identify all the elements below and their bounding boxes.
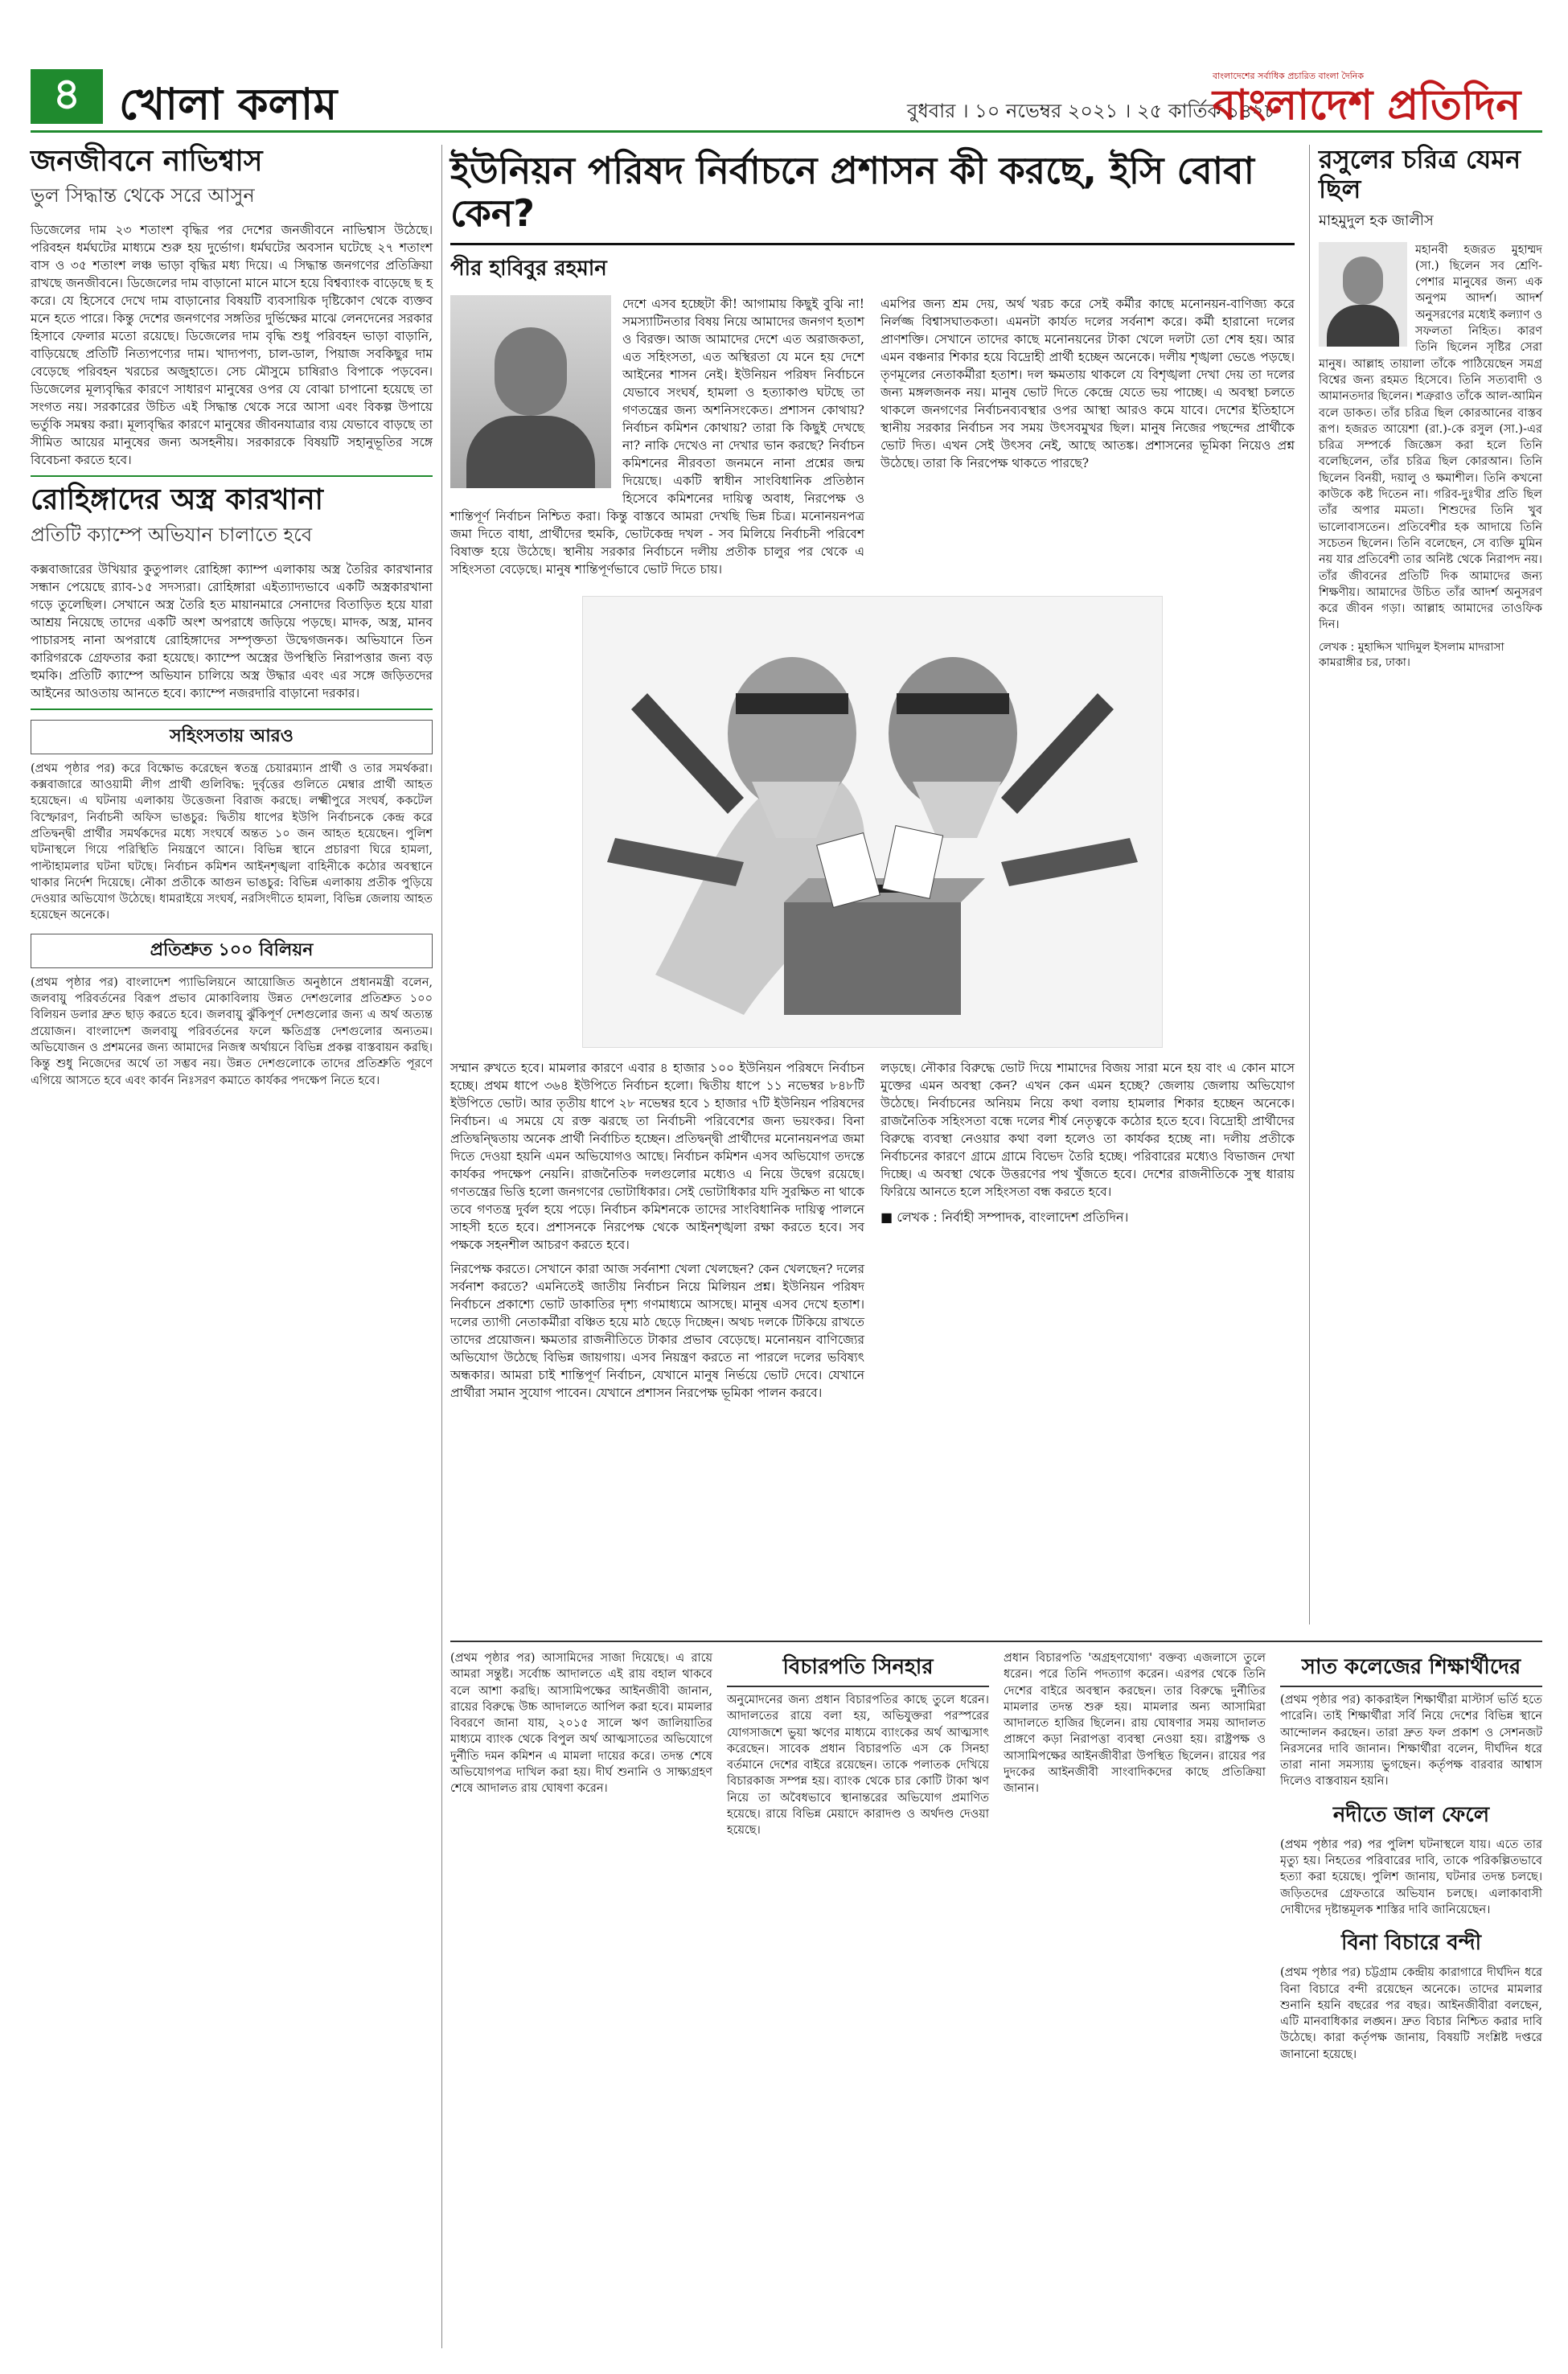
lead-col-3: সম্মান রুখতে হবে। মামলার কারণে এবার ৪ হাজার ১০০ ইউনিয়ন পরিষদে নির্বাচন হচ্ছে। প্রথম ধাপে ৩৬৪ ইউপিতে নির্বাচন হলো। দ্বিতীয় ধাপে ১১ নভেম্বর ৮৪৮টি ইউপিতে ভোট। আর তৃতীয় ধাপে ২৮ নভেম্বর হবে ১ হাজার ৭টি ইউনিয়ন পরিষদের নির্বাচন। এ সময়ে যে রক্ত ঝরছে তা নির্বাচনী পরিবেশের জন্য ভয়ংকর। বিনা প্রতিদ্বন্দ্বিতায় অনেক প্রার্থী নির্বাচিত হচ্ছেন। প্রতিদ্বন্দ্বী প্রার্থীদের মনোনয়নপত্র জমা দিতে দেওয়া হয়নি এমন অভিযোগও আছে। নির্বাচন কমিশন এসব অভিযোগ তদন্তে কার্যকর পদক্ষেপ নেয়নি। রাজনৈতিক দলগুলোর মধ্যেও এ নিয়ে উদ্বেগ রয়েছে। গণতন্ত্রের ভিত্তি হলো জনগণের ভোটাধিকার। সেই ভোটাধিকার যদি সুরক্ষিত না থাকে তবে গণতন্ত্র দুর্বল হয়ে পড়ে। নির্বাচন কমিশনকে তাদের সাংবিধানিক দায়িত্ব পালনে সাহসী হতে হবে। প্রশাসনকে নিরপেক্ষ থেকে আইনশৃঙ্খলা রক্ষা করতে হবে। সব পক্ষকে সহনশীল আচরণ করতে হবে। <box>450 1060 864 1252</box>
news-item-1 <box>31 720 433 924</box>
section-name: খোলা কলাম <box>119 79 338 129</box>
lead-col-2: এমপির জন্য শ্রম দেয়, অর্থ খরচ করে সেই কর্মীর কাছে মনোনয়ন-বাণিজ্য করে নির্লজ্জ বিশ্বাসঘাতকতা। এমনটা কার্যত দলের সর্বনাশ করে। কর্মী হারানো দলের প্রাণশক্তি। সেখানে তাদের কাছে মনোনয়নের টাকা খেলে দলটা তো শেষ হয়। আর এমন বঞ্চনার শিকার হয়ে বিদ্রোহী প্রার্থী হচ্ছেন অনেকে। দলীয় শৃঙ্খলা ভেঙে পড়ছে। তৃণমূলের নেতাকর্মীরা হতাশ। দল ক্ষমতায় থাকলে যে বিশৃঙ্খলা দেখা দেয় তা দলের জন্য মঙ্গলজনক নয়। মানুষ ভোট দিতে কেন্দ্রে যেতে ভয় পাচ্ছে। এ অবস্থা চলতে থাকলে জনগণের নির্বাচনব্যবস্থার ওপর আস্থা আরও কমে যাবে। দেশের ইতিহাসে স্থানীয় সরকার নির্বাচন সব সময় উৎসবমুখর ছিল। মানুষ নিজের পছন্দের প্রার্থীকে ভোট দিত। এখন সেই উৎসব নেই, আছে আতঙ্ক। প্রশাসনের ভূমিকা নিয়েও প্রশ্ন উঠেছে। তারা কি নিরপেক্ষ থাকতে পারছে? <box>880 296 1295 470</box>
bottom-section <box>450 1641 1542 2069</box>
bottom-col-3-body: প্রধান বিচারপতি 'অগ্রহণযোগ্য' বক্তব্য এজলাসে তুলে ধরেন। পরে তিনি পদত্যাগ করেন। এরপর থেকে তিনি দেশের বাইরে অবস্থান করছেন। তার বিরুদ্ধে দুর্নীতির মামলার তদন্ত শুরু হয়। মামলার অন্য আসামিরা আদালতে হাজির ছিলেন। রায় ঘোষণার সময় আদালত প্রাঙ্গণে কড়া নিরাপত্তা ব্যবস্থা নেওয়া হয়। রাষ্ট্রপক্ষ ও আসামিপক্ষের আইনজীবীরা উপস্থিত ছিলেন। রায়ের পর দুদকের আইনজীবী সাংবাদিকদের কাছে প্রতিক্রিয়া জানান। <box>1004 1652 1266 1796</box>
news-body: (প্রথম পৃষ্ঠার পর) বাংলাদেশ প্যাভিলিয়নে আয়োজিত অনুষ্ঠানে প্রধানমন্ত্রী বলেন, জলবায়ু পরিবর্তনের বিরূপ প্রভাব মোকাবিলায় উন্নত দেশগুলোর প্রতিশ্রুত ১০০ বিলিয়ন ডলার দ্রুত ছাড় করতে হবে। জলবায়ু ঝুঁকিপূর্ণ দেশগুলোর জন্য এ অর্থ অত্যন্ত প্রয়োজন। বাংলাদেশ জলবায়ু পরিবর্তনের ফলে ক্ষতিগ্রস্ত দেশগুলোর অন্যতম। অভিযোজন ও প্রশমনের জন্য আমাদের নিজস্ব অর্থায়নে বিভিন্ন প্রকল্প বাস্তবায়ন করছি। কিন্তু শুধু নিজেদের অর্থে তা সম্ভব নয়। উন্নত দেশগুলোকে তাদের প্রতিশ্রুতি পূরণে এগিয়ে আসতে হবে এবং কার্বন নিঃসরণ কমাতে কার্যকর পদক্ষেপ নিতে হবে। <box>31 975 433 1087</box>
editorial-subtitle: ভুল সিদ্ধান্ত থেকে সরে আসুন <box>31 184 255 207</box>
author-photo <box>450 295 611 488</box>
editorial-2 <box>31 483 433 701</box>
religion-article-sign: লেখক : মুহাদ্দিস খাদিমুল ইসলাম মাদরাসা কামরাঙ্গীর চর, ঢাকা। <box>1319 640 1504 670</box>
bottom-col-4-title-1: সাত কলেজের শিক্ষার্থীদের <box>1280 1650 1542 1687</box>
column-divider <box>1309 145 1310 1624</box>
lead-byline: পীর হাবিবুর রহমান <box>450 256 607 281</box>
bottom-col-4-title-3: বিনা বিচারে বন্দী <box>1340 1931 1482 1956</box>
bottom-col-4 <box>1280 1650 1542 2069</box>
bottom-rule <box>450 1641 1542 1642</box>
religion-author-torso-shape <box>1327 305 1399 347</box>
bottom-col-4-body-1: (প্রথম পৃষ্ঠার পর) কাকরাইল শিক্ষার্থীরা মাস্টার্স ভর্তি হতে পারেনি। তাই শিক্ষার্থীরা সর্বি নিয়ে দেশের বিভিন্ন স্থানে আন্দোলন করছেন। তারা দ্রুত ফল প্রকাশ ও সেশনজট নিরসনের দাবি জানান। শিক্ষার্থীরা বলেন, দীর্ঘদিন ধরে তারা নানা সমস্যায় ভুগছেন। কর্তৃপক্ষ বারবার আশ্বাস দিলেও বাস্তবায়ন হয়নি। <box>1280 1694 1543 1789</box>
editorial-body: ডিজেলের দাম ২৩ শতাংশ বৃদ্ধির পর দেশের জনজীবনে নাভিশ্বাস উঠেছে। পরিবহন ধর্মঘটের মাধ্যমে শুরু হয় দুর্ভোগ। ধর্মঘটের অবসান ঘটেছে ২৭ শতাংশ বাস ও ৩৫ শতাংশ লঞ্চ ভাড়া বৃদ্ধির মধ্য দিয়ে। এ সিদ্ধান্ত জনগণের প্রতিক্রিয়া রাখছে জনজীবনে। ডিজেলের দাম বাড়ানো মানে মাসে হয়ে বিশ্বব্যাংক বাড়েছে ছ হ করে। যে হিসেবে দেখে দাম বাড়ানোর বিষয়টি ব্যবসায়িক দৃষ্টিকোণ থেকে ব্যক্তব মনে হতে পারে। কিন্তু দেশের জনগণের সঙ্গতির দুর্ভিক্ষের মাঝে লেনদেনের সরকার হিসাবে ফেলার মতো রয়েছে। ডিজেলের দাম বৃদ্ধি শুধু পরিবহন ভাড়া বাড়ানি, বাড়িয়েছে প্রতিটি নিত্যপণ্যের দাম। খাদ্যপণ্য, চাল-ডাল, পিয়াজ সবকিছুর দাম বেড়েছে পরিবহন খরচের অজুহাতে। সেচ মৌসুমে চাষিরাও বিপাকে পড়বেন। ডিজেলের মূল্যবৃদ্ধির কারণে সাধারণ মানুষের ওপর যে বোঝা চাপানো হয়েছে তা সংগত নয়। সরকারের উচিত এই সিদ্ধান্ত থেকে সরে আসা এবং বিকল্প উপায়ে ভর্তুকি সমন্বয় করা। মূল্যবৃদ্ধির কারণে মানুষের জীবনযাত্রার ব্যয় যেভাবে বাড়ছে তা সীমিত আয়ের মানুষের জন্য অসহনীয়। সরকারকে বিষয়টি সহানুভূতির সঙ্গে বিবেচনা করতে হবে। <box>31 223 433 468</box>
column-divider <box>441 145 442 2348</box>
bottom-col-4-title-2: নদীতে জাল ফেলে <box>1332 1802 1490 1827</box>
election-illustration <box>582 596 1163 1048</box>
bottom-grid <box>450 1650 1542 2069</box>
religion-author-face-shape <box>1343 257 1383 305</box>
page-number: ৪ <box>31 69 103 124</box>
bottom-col-4-body-2: (প্রথম পৃষ্ঠার পর) পর পুলিশ ঘটনাস্থলে যায়। এতে তার মৃত্যু হয়। নিহতের পরিবারের দাবি, তাকে পরিকল্পিতভাবে হত্যা করা হয়েছে। পুলিশ জানায়, ঘটনার তদন্ত চলছে। জড়িতদের গ্রেফতারে অভিযান চলছে। এলাকাবাসী দোষীদের দৃষ্টান্তমূলক শাস্তির দাবি জানিয়েছেন। <box>1280 1838 1542 1916</box>
lead-headline: ইউনিয়ন পরিষদ নির্বাচনে প্রশাসন কী করছে, ইসি বোবা কেন? <box>450 145 1295 245</box>
divider <box>31 475 433 477</box>
news-title: সহিংসতায় আরও <box>31 720 433 754</box>
news-title: প্রতিশ্রুত ১০০ বিলিয়ন <box>31 934 433 968</box>
lead-article <box>450 145 1295 1408</box>
lead-col-5: লড়ছে। নৌকার বিরুদ্ধে ভোট দিয়ে শামাদের বিজয় সারা মনে হয় বাং এ কোন মাসে মুক্তের এমন অবস্থা কেন? এখন কেন এমন হচ্ছে? জেলায় জেলায় অভিযোগ উঠেছে। নির্বাচনের অনিয়ম নিয়ে কথা বলায় হামলার শিকার হচ্ছেন অনেকে। রাজনৈতিক সহিংসতা বন্ধে দলের শীর্ষ নেতৃত্বকে কঠোর হতে হবে। বিদ্রোহী প্রার্থীদের বিরুদ্ধে ব্যবস্থা নেওয়ার কথা বলা হলেও তা কার্যকর হচ্ছে না। দলীয় প্রতীকে নির্বাচনের কারণে গ্রামে গ্রামে বিভেদ তৈরি হচ্ছে। পরিবারের মধ্যেও বিভাজন দেখা দিচ্ছে। এ অবস্থা থেকে উত্তরণের পথ খুঁজতে হবে। দেশের রাজনীতিকে সুস্থ ধারায় ফিরিয়ে আনতে হলে সহিংসতা বন্ধ করতে হবে। <box>880 1060 1295 1199</box>
ballot-box-illustration <box>583 597 1162 1047</box>
date-line: বুধবার । ১০ নভেম্বর ২০২১ । ২৫ কার্তিক ১৪২৮ <box>907 100 1278 122</box>
bottom-col-1 <box>450 1650 712 2069</box>
bottom-col-2 <box>727 1650 989 2069</box>
bottom-col-2-body: অনুমোদনের জন্য প্রধান বিচারপতির কাছে তুলে ধরেন। আদালতের রায়ে বলা হয়, অভিযুক্তরা পরস্পরের যোগসাজশে ভুয়া ঋণের মাধ্যমে ব্যাংকের অর্থ আত্মসাৎ করেছেন। সাবেক প্রধান বিচারপতি এস কে সিনহা বর্তমানে দেশের বাইরে রয়েছেন। তাকে পলাতক দেখিয়ে বিচারকাজ সম্পন্ন হয়। ব্যাংক থেকে চার কোটি টাকা ঋণ নিয়ে তা অবৈধভাবে স্থানান্তরের অভিযোগ প্রমাণিত হয়েছে। রায়ে বিভিন্ন মেয়াদে কারাদণ্ড ও অর্থদণ্ড দেওয়া হয়েছে। <box>727 1694 989 1838</box>
news-item-2 <box>31 934 433 1089</box>
lead-author-note: ■ লেখক : নির্বাহী সম্পাদক, বাংলাদেশ প্রতিদিন। <box>880 1209 1129 1225</box>
religion-article-body: মহানবী হজরত মুহাম্মদ (সা.) ছিলেন সব শ্রেণি-পেশার মানুষের জন্য এক অনুপম আদর্শ। আদর্শ অনুসরণের মধ্যেই কল্যাণ ও সফলতা নিহিত। কারণ তিনি ছিলেন সৃষ্টির সেরা মানুষ। আল্লাহ তায়ালা তাঁকে পাঠিয়েছেন সমগ্র বিশ্বের জন্য রহমত হিসেবে। তিনি সত্যবাদী ও আমানতদার ছিলেন। শত্রুরাও তাঁকে আল-আমিন বলে ডাকত। তাঁর চরিত্র ছিল কোরআনের বাস্তব রূপ। হজরত আয়েশা (রা.)-কে রসুল (সা.)-এর চরিত্র সম্পর্কে জিজ্ঞেস করা হলে তিনি বলেছিলেন, তাঁর চরিত্র ছিল কোরআন। তিনি ছিলেন বিনয়ী, দয়ালু ও ক্ষমাশীল। তিনি কখনো কাউকে কষ্ট দিতেন না। গরিব-দুঃখীর প্রতি ছিল তাঁর অপার মমতা। শিশুদের তিনি খুব ভালোবাসতেন। প্রতিবেশীর হক আদায়ে তিনি সচেতন ছিলেন। তিনি বলেছেন, সে ব্যক্তি মুমিন নয় যার প্রতিবেশী তার অনিষ্ট থেকে নিরাপদ নয়। তাঁর জীবনের প্রতিটি দিক আমাদের জন্য শিক্ষণীয়। আমাদের উচিত তাঁর আদর্শ অনুসরণ করে জীবন গড়া। আল্লাহ আমাদের তাওফিক দিন। <box>1319 243 1542 632</box>
editorial-title: রোহিঙ্গাদের অস্ত্র কারখানা <box>31 483 323 517</box>
masthead-tagline: বাংলাদেশের সর্বাধিক প্রচারিত বাংলা দৈনিক <box>1213 71 1365 81</box>
news-body: (প্রথম পৃষ্ঠার পর) করে বিক্ষোভ করেছেন স্বতন্ত্র চেয়ারম্যান প্রার্থী ও তার সমর্থকরা। কক্সবাজারে আওয়ামী লীগ প্রার্থী গুলিবিদ্ধ: দুর্বৃত্তের গুলিতে মেম্বার প্রার্থী আহত হয়েছেন। এ ঘটনায় এলাকায় উত্তেজনা বিরাজ করছে। লক্ষ্মীপুরে সংঘর্ষ, ককটেল বিস্ফোরণ, নির্বাচনী অফিস ভাঙচুর: দ্বিতীয় ধাপের ইউপি নির্বাচনকে কেন্দ্র করে প্রতিদ্বন্দ্বী প্রার্থীর সমর্থকদের মধ্যে সংঘর্ষে অন্তত ১০ জন আহত হয়েছেন। পুলিশ ঘটনাস্থলে গিয়ে পরিস্থিতি নিয়ন্ত্রণে আনে। বিভিন্ন স্থানে প্রচারণা ঘিরে হামলা, পাল্টাহামলার ঘটনা ঘটছে। নির্বাচন কমিশন আইনশৃঙ্খলা বাহিনীকে কঠোর অবস্থানে থাকার নির্দেশ দিয়েছে। নৌকা প্রতীকে আগুন ভাঙচুর: বিভিন্ন এলাকায় প্রতীক পুড়িয়ে দেওয়ার অভিযোগ উঠেছে। ধামরাইয়ে সংঘর্ষ, নরসিংদীতে হামলা, বিভিন্ন জেলায় আহত হয়েছেন অনেকে। <box>31 762 433 922</box>
lead-body-top <box>450 295 1295 585</box>
left-column <box>31 145 433 1095</box>
masthead-logo: বাংলাদেশ প্রতিদিন <box>1213 81 1521 129</box>
author-face-shape <box>495 327 567 416</box>
page-header <box>31 69 1542 133</box>
bottom-col-3 <box>1004 1650 1266 2069</box>
masthead <box>1213 69 1542 127</box>
author-torso-shape <box>466 416 595 488</box>
religion-author-photo <box>1319 242 1407 347</box>
lead-body-bottom <box>450 1059 1295 1408</box>
bottom-col-2-title: বিচারপতি সিনহার <box>727 1650 989 1687</box>
divider <box>31 709 433 710</box>
religion-article-title: রসুলের চরিত্র যেমন ছিল <box>1319 144 1521 204</box>
editorial-1 <box>31 145 433 469</box>
lead-col-1: দেশে এসব হচ্ছেটা কী! আগামায় কিছুই বুঝি না! সমস্যাটিনতার বিষয় নিয়ে আমাদের জনগণ হতাশ ও বিরক্ত। আজ আমাদের দেশে এত অরাজকতা, এত সহিংসতা, এত অস্থিরতা যে মনে হয় দেশে আইনের শাসন নেই। ইউনিয়ন পরিষদ নির্বাচনে যেভাবে সংঘর্ষ, হামলা ও হত্যাকাণ্ড ঘটছে তা গণতন্ত্রের জন্য অশনিসংকেত। প্রশাসন কোথায়? নির্বাচন কমিশন কোথায়? তারা কি কিছুই দেখছে না? নাকি দেখেও না দেখার ভান করছে? নির্বাচন কমিশনের নীরবতা জনমনে নানা প্রশ্নের জন্ম দিয়েছে। একটি স্বাধীন সাংবিধানিক প্রতিষ্ঠান হিসেবে কমিশনের দায়িত্ব অবাধ, নিরপেক্ষ ও শান্তিপূর্ণ নির্বাচন নিশ্চিত করা। কিন্তু বাস্তবে আমরা দেখছি ভিন্ন চিত্র। মনোনয়নপত্র জমা দিতে বাধা, প্রার্থীদের হুমকি, ভোটকেন্দ্র দখল - সব মিলিয়ে নির্বাচনী পরিবেশ বিষাক্ত হয়ে উঠেছে। স্থানীয় সরকার নির্বাচনে দলীয় প্রতীক চালুর পর থেকে এ সহিংসতা বেড়েছে। মানুষ শান্তিপূর্ণভাবে ভোট দিতে চায়। <box>450 296 864 577</box>
editorial-body: কক্সবাজারের উখিয়ার কুতুপালং রোহিঙ্গা ক্যাম্প এলাকায় অস্ত্র তৈরির কারখানার সন্ধান পেয়েছে র‌্যাব-১৫ সদস্যরা। রোহিঙ্গারা এইত্যাদ্যভাবে একটি অস্ত্রকারখানা গড়ে তুলেছিল। সেখানে অস্ত্র তৈরি হত মায়ানমারে সেনাদের বিতাড়িত হয়ে যারা আশ্রয় নিয়েছে তাদের একটি অংশ অপরাধে জড়িয়ে পড়ছে। মাদক, অস্ত্র, মানব পাচারসহ নানা অপরাধে রোহিঙ্গাদের সম্পৃক্ততা উদ্বেগজনক। অভিযানে তিন কারিগরকে গ্রেফতার করা হয়েছে। ক্যাম্পে অস্ত্রের উপস্থিতি নিরাপত্তার জন্য বড় হুমকি। প্রতিটি ক্যাম্পে অভিযান চালিয়ে অস্ত্র উদ্ধার এবং এর সঙ্গে জড়িতদের আইনের আওতায় আনতে হবে। ক্যাম্পে নজরদারি বাড়ানো দরকার। <box>31 561 433 700</box>
editorial-subtitle: প্রতিটি ক্যাম্পে অভিযান চালাতে হবে <box>31 523 313 546</box>
editorial-title: জনজীবনে নাভিশ্বাস <box>31 145 263 178</box>
header-rule <box>31 130 1542 133</box>
bottom-col-4-body-3: (প্রথম পৃষ্ঠার পর) চট্টগ্রাম কেন্দ্রীয় কারাগারে দীর্ঘদিন ধরে বিনা বিচারে বন্দী রয়েছেন অনেকে। তাদের মামলার শুনানি হয়নি বছরের পর বছর। আইনজীবীরা বলছেন, এটি মানবাধিকার লঙ্ঘন। দ্রুত বিচার নিশ্চিত করার দাবি উঠেছে। কারা কর্তৃপক্ষ জানায়, বিষয়টি সংশ্লিষ্ট দপ্তরে জানানো হয়েছে। <box>1280 1966 1542 2061</box>
bottom-col-1-body: (প্রথম পৃষ্ঠার পর) আসামিদের সাজা দিয়েছে। এ রায়ে আমরা সন্তুষ্ট। সর্বোচ্চ আদালতে এই রায় বহাল থাকবে বলে আশা করছি। আসামিপক্ষের আইনজীবী জানান, রায়ের বিরুদ্ধে উচ্চ আদালতে আপিল করা হবে। মামলার বিবরণে জানা যায়, ২০১৫ সালে ঋণ জালিয়াতির মাধ্যমে ব্যাংক থেকে বিপুল অর্থ আত্মসাতের অভিযোগে দুর্নীতি দমন কমিশন এ মামলা দায়ের করে। তদন্ত শেষে অভিযোগপত্র দাখিল করা হয়। দীর্ঘ শুনানি ও সাক্ষ্যগ্রহণ শেষে আদালত রায় ঘোষণা করেন। <box>450 1652 712 1796</box>
right-column <box>1319 145 1542 672</box>
lead-col-4: নিরপেক্ষ করতে। সেখানে কারা আজ সর্বনাশা খেলা খেলছেন? কেন খেলছেন? দলের সর্বনাশ করতে? এমনিতেই জাতীয় নির্বাচন নিয়ে মিলিয়ন প্রশ্ন। ইউনিয়ন পরিষদ নির্বাচনে প্রকাশ্যে ভোট ডাকাতির দৃশ্য গণমাধ্যমে আসছে। মানুষ এসব দেখে হতাশ। দলের ত্যাগী নেতাকর্মীরা বঞ্চিত হয়ে মাঠ ছেড়ে দিচ্ছেন। অথচ দলকে টিকিয়ে রাখতে তাদের প্রয়োজন। ক্ষমতার রাজনীতিতে টাকার প্রভাব বেড়েছে। মনোনয়ন বাণিজ্যের অভিযোগ উঠেছে বিভিন্ন জায়গায়। এসব নিয়ন্ত্রণ করতে না পারলে দলের ভবিষ্যৎ অন্ধকার। আমরা চাই শান্তিপূর্ণ নির্বাচন, যেখানে মানুষ নির্ভয়ে ভোট দেবে। যেখানে প্রার্থীরা সমান সুযোগ পাবেন। যেখানে প্রশাসন নিরপেক্ষ ভূমিকা পালন করবে। <box>450 1261 864 1400</box>
religion-article-author: মাহমুদুল হক জালীস <box>1319 212 1434 229</box>
